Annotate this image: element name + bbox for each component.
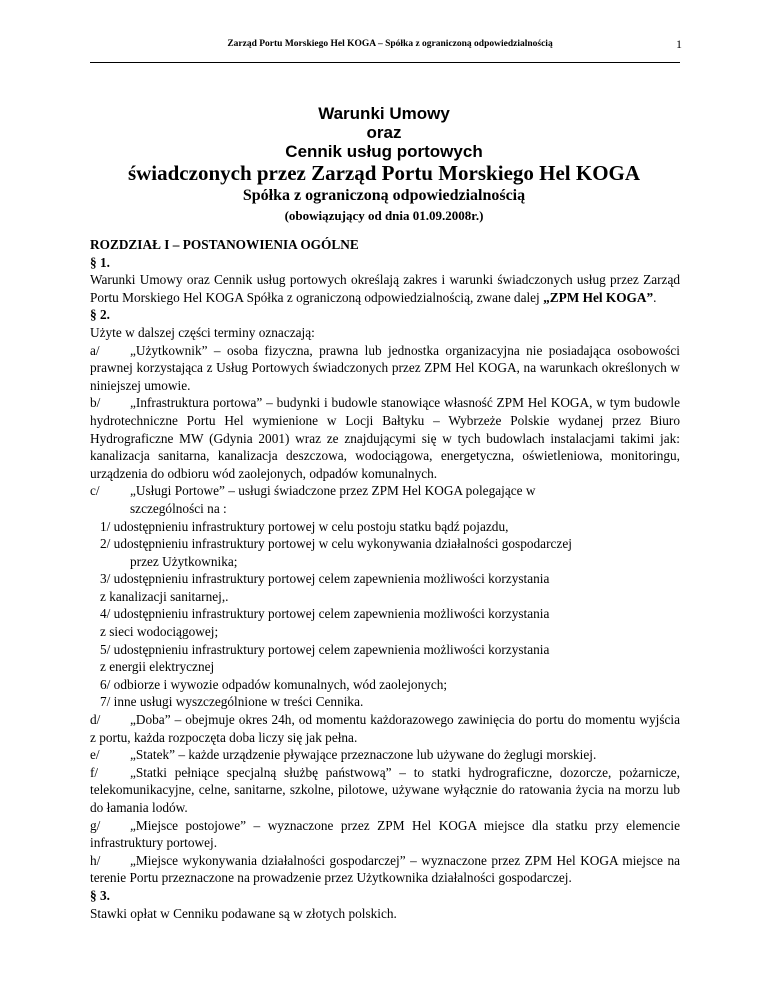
definition-e-label: e/ (90, 747, 100, 763)
definition-a (90, 342, 680, 395)
effective-date: (obowiązujący od dnia 01.09.2008r.) (284, 208, 484, 223)
section-2-heading: § 2. (90, 307, 110, 323)
definition-c-text: „Usługi Portowe” – usługi świadczone przez ZPM Hel KOGA polegające w (130, 483, 536, 499)
definition-c-continued: szczególności na : (130, 500, 227, 516)
service-item-2: 2/ udostępnieniu infrastruktury portowej w celu wykonywania działalności gospodarczej (100, 536, 572, 552)
section-1-defined-term: „ZPM Hel KOGA” (543, 289, 654, 305)
definition-d-text: „Doba” – obejmuje okres 24h, od momentu każdorazowego zawinięcia do portu do momentu wyjścia z portu, każda rozpoczęta doba liczy się jak pełna. (90, 712, 680, 745)
section-1-heading: § 1. (90, 254, 110, 270)
definition-e-text: „Statek” – każde urządzenie pływające przeznaczone lub używane do żeglugi morskiej. (130, 747, 597, 763)
definition-g-text: „Miejsce postojowe” – wyznaczone przez ZPM Hel KOGA miejsce dla statku przy elemencie infrastruktury portowej. (90, 817, 680, 851)
section-3-text: Stawki opłat w Cenniku podawane są w złotych polskich. (90, 905, 397, 921)
title-line-2: oraz (366, 123, 402, 142)
page-number: 1 (676, 37, 682, 51)
definition-h (90, 852, 680, 887)
service-item-6: 6/ odbiorze i wywozie odpadów komunalnych, wód zaolejonych; (100, 676, 448, 692)
definition-d (90, 711, 680, 746)
definition-a-label: a/ (90, 342, 100, 358)
service-item-4-continued: z sieci wodociągowej; (100, 624, 219, 640)
section-1-paragraph (90, 271, 680, 306)
definition-g-label: g/ (90, 817, 101, 833)
document-body (90, 236, 680, 922)
service-item-5: 5/ udostępnieniu infrastruktury portowej celem zapewnienia możliwości korzystania (100, 641, 550, 657)
section-1-text: Warunki Umowy oraz Cennik usług portowych określają zakres i warunki świadczonych usług przez Zarząd Portu Morskiego Hel KOGA Spółka z ograniczoną odpowiedzialnością, zwane dalej (90, 272, 680, 305)
definition-a-text: „Użytkownik” – osoba fizyczna, prawna lub jednostka organizacyjna nie posiadająca osobowości prawnej korzystająca z Usług Portowych świadczonych przez ZPM Hel KOGA, na warunkach określonych w niniejszej umowie. (90, 342, 680, 393)
title-line-4: świadczonych przez Zarząd Portu Morskiego Hel KOGA (127, 161, 641, 185)
chapter-heading: ROZDZIAŁ I – POSTANOWIENIA OGÓLNE (90, 237, 359, 252)
service-item-1: 1/ udostępnieniu infrastruktury portowej w celu postoju statku bądź pojazdu, (100, 518, 509, 534)
title-line-3: Cennik usług portowych (285, 142, 483, 161)
definition-f-text: „Statki pełniące specjalną służbę państwową” – to statki hydrograficzne, dozorcze, pożarnicze, telekomunikacyjne, celne, sanitarne, szkolne, pilotowe, używane wyłącznie do ratowania życia na morzu lub do łamania lodów. (90, 764, 680, 815)
service-item-3-continued: z kanalizacji sanitarnej,. (100, 588, 229, 604)
service-item-7: 7/ inne usługi wyszczególnione w treści Cennika. (100, 694, 364, 710)
service-item-4: 4/ udostępnieniu infrastruktury portowej celem zapewnienia możliwości korzystania (100, 606, 550, 622)
header-rule (90, 62, 680, 63)
definition-f-label: f/ (90, 764, 99, 780)
title-line-1: Warunki Umowy (318, 104, 450, 123)
service-item-3: 3/ udostępnieniu infrastruktury portowej celem zapewnienia możliwości korzystania (100, 571, 550, 587)
definition-h-text: „Miejsce wykonywania działalności gospodarczej” – wyznaczone przez ZPM Hel KOGA miejsce na terenie Portu przeznaczone na prowadzenie przez Użytkownika działalności gospodarczej. (90, 852, 680, 886)
definition-e (90, 746, 680, 764)
section-3-heading: § 3. (90, 887, 110, 903)
service-item-5-continued: z energii elektrycznej (100, 659, 215, 675)
definition-b-label: b/ (90, 395, 101, 411)
definition-b (90, 394, 680, 482)
definition-g (90, 817, 680, 852)
definition-b-text: „Infrastruktura portowa” – budynki i budowle stanowiące własność ZPM Hel KOGA, w tym budowle hydrotechniczne Portu Hel wymienione w Locji Bałtyku – Wybrzeże Polskie wydanej przez Biuro Hydrograficzne MW (Gdynia 2001) wraz ze znajdującymi się w tych budowlach instalacjami takimi jak: kanalizacja sanitarna, kanalizacja deszczowa, wodociągowa, energetyczna, oświetleniowa, monitoringu, urządzenia do odbioru wód zaolejonych, odpadów komunalnych. (90, 395, 680, 481)
definition-h-label: h/ (90, 852, 101, 868)
definition-c (90, 482, 680, 500)
definition-f (90, 764, 680, 817)
running-header: Zarząd Portu Morskiego Hel KOGA – Spółka z ograniczoną odpowiedzialnością (227, 39, 553, 49)
company-name: Spółka z ograniczoną odpowiedzialnością (242, 187, 526, 204)
service-item-2-continued: przez Użytkownika; (130, 553, 238, 569)
section-1-end: . (653, 289, 657, 305)
document-title-block (0, 104, 768, 226)
section-2-intro: Użyte w dalszej części terminy oznaczają: (90, 324, 315, 340)
definition-d-label: d/ (90, 712, 101, 728)
definition-c-label: c/ (90, 483, 100, 499)
